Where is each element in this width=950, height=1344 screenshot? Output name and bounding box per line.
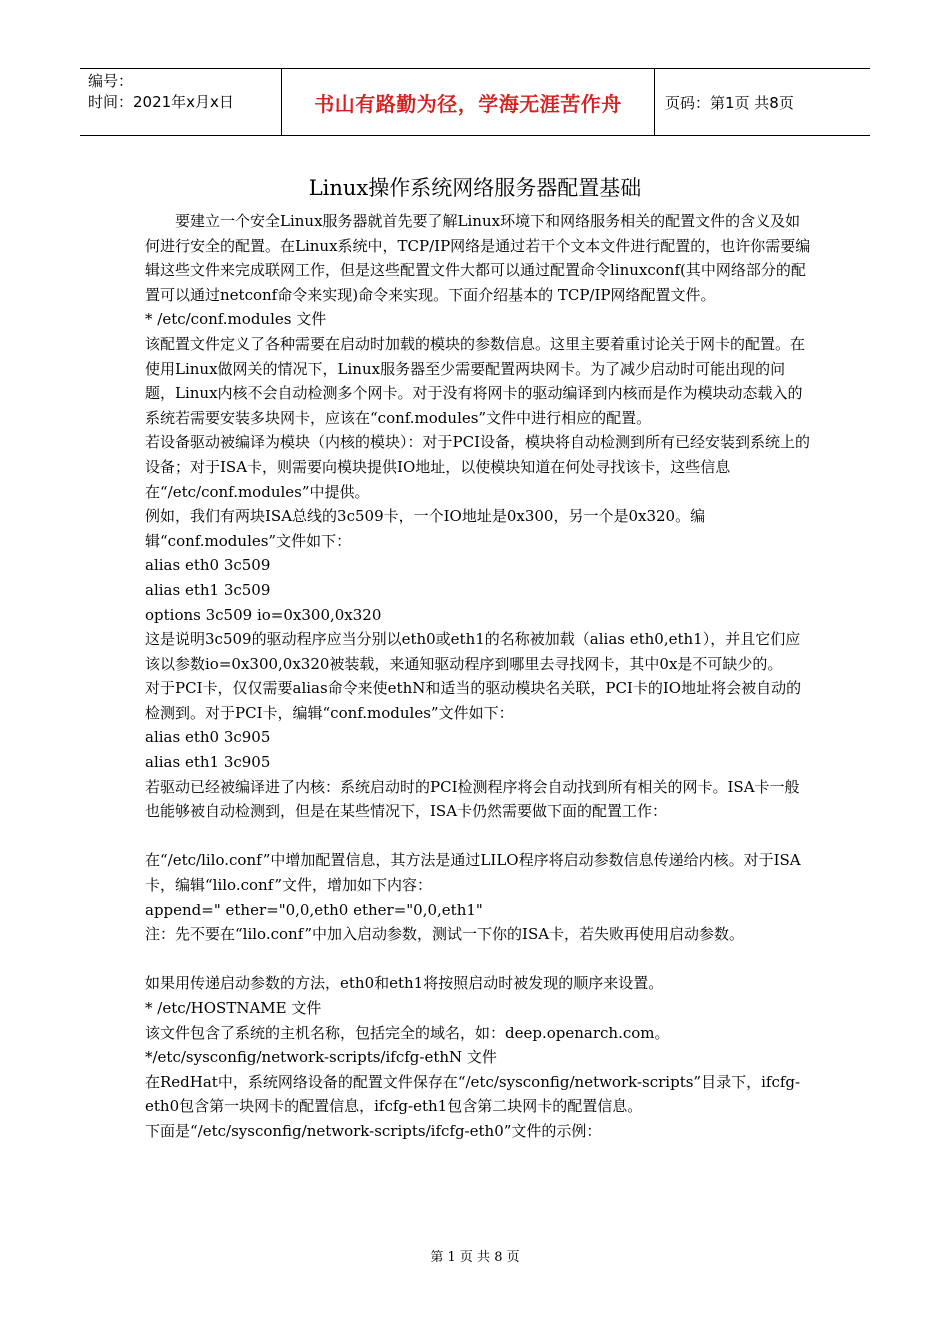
page-footer: 第 1 页 共 8 页 [430,1250,520,1265]
section-heading-conf-modules: * /etc/conf.modules 文件 [145,310,327,329]
document-number-label: 编号： [88,72,134,90]
header-motto-cell [282,69,655,135]
body-paragraph: 该配置文件定义了各种需要在启动时加载的模块的参数信息。这里主要着重讨论关于网卡的配置。在使用Linux做网关的情况下，Linux服务器至少需要配置两块网卡。为了减少启动时可能出现的问题，Linux内核不会自动检测多个网卡。对于没有将网卡的驱动编译到内核而是作为模块动态载入的系统若需要安装多块网卡，应该在“conf.modules”文件中进行相应的配置。 [145,334,806,427]
body-paragraph: 例如，我们有两块ISA总线的3c509卡，一个IO地址是0x300，另一个是0x320。编辑“conf.modules”文件如下： [145,507,706,550]
header-page-info: 页码：第1页 共8页 [665,93,794,112]
code-line: append=" ether="0,0,eth0 ether="0,0,eth1" [145,900,483,919]
code-line: alias eth0 3c905 [145,728,271,747]
section-heading-ifcfg: */etc/sysconfig/network-scripts/ifcfg-ethN 文件 [145,1048,497,1067]
header-motto: 书山有路勤为径，学海无涯苦作舟 [314,91,622,116]
page-header [80,68,870,136]
document-title: Linux操作系统网络服务器配置基础 [308,176,642,200]
document-date: 时间：2021年x月x日 [88,93,234,111]
body-paragraph: 若驱动已经被编译进了内核：系统启动时的PCI检测程序将会自动找到所有相关的网卡。ISA卡一般也能够被自动检测到，但是在某些情况下，ISA卡仍然需要做下面的配置工作： [145,777,800,821]
body-paragraph: 在RedHat中，系统网络设备的配置文件保存在“/etc/sysconfig/network-scripts”目录下，ifcfg-eth0包含第一块网卡的配置信息，ifcfg-eth1包含第二块网卡的配置信息。 [145,1072,801,1116]
body-paragraph: 这是说明3c509的驱动程序应当分别以eth0或eth1的名称被加载（alias eth0,eth1），并且它们应该以参数io=0x300,0x320被装载，来通知驱动程序到哪里去寻找网卡，其中0x是不可缺少的。 [145,630,801,673]
body-paragraph: 在“/etc/lilo.conf”中增加配置信息，其方法是通过LILO程序将启动参数信息传递给内核。对于ISA卡，编辑“lilo.conf”文件，增加如下内容： [145,851,801,895]
intro-paragraph: 要建立一个安全Linux服务器就首先要了解Linux环境下和网络服务相关的配置文件的含义及如何进行安全的配置。在Linux系统中，TCP/IP网络是通过若干个文本文件进行配置的，也许你需要编辑这些文件来完成联网工作，但是这些配置文件大都可以通过配置命令linuxconf(其中网络部分的配置可以通过netconf命令来实现)命令来实现。下面介绍基本的 TCP/IP网络配置文件。 [145,212,811,304]
body-paragraph: 下面是“/etc/sysconfig/network-scripts/ifcfg-eth0”文件的示例： [145,1121,602,1140]
blank-line [145,824,812,849]
header-meta-cell [80,69,282,135]
body-paragraph: 该文件包含了系统的主机名称，包括完全的域名，如：deep.openarch.com。 [145,1023,670,1042]
header-page-cell [655,69,870,135]
code-line: options 3c509 io=0x300,0x320 [145,605,382,624]
body-paragraph: 如果用传递启动参数的方法，eth0和eth1将按照启动时被发现的顺序来设置。 [145,974,664,993]
blank-line [145,947,812,972]
code-line: alias eth1 3c509 [145,580,271,599]
body-paragraph: 对于PCI卡，仅仅需要alias命令来使ethN和适当的驱动模块名关联，PCI卡的IO地址将会被自动的检测到。对于PCI卡，编辑“conf.modules”文件如下： [145,679,802,722]
section-heading-hostname: * /etc/HOSTNAME 文件 [145,999,322,1017]
code-line: alias eth1 3c905 [145,753,271,772]
body-paragraph: 若设备驱动被编译为模块（内核的模块）：对于PCI设备，模块将自动检测到所有已经安装到系统上的设备；对于ISA卡，则需要向模块提供IO地址，以使模块知道在何处寻找该卡，这些信息在“/etc/conf.modules”中提供。 [145,433,810,501]
document-body [145,209,812,1144]
code-line: alias eth0 3c509 [145,556,271,575]
note-paragraph: 注：先不要在“lilo.conf”中加入启动参数，测试一下你的ISA卡，若失败再使用启动参数。 [145,925,745,944]
